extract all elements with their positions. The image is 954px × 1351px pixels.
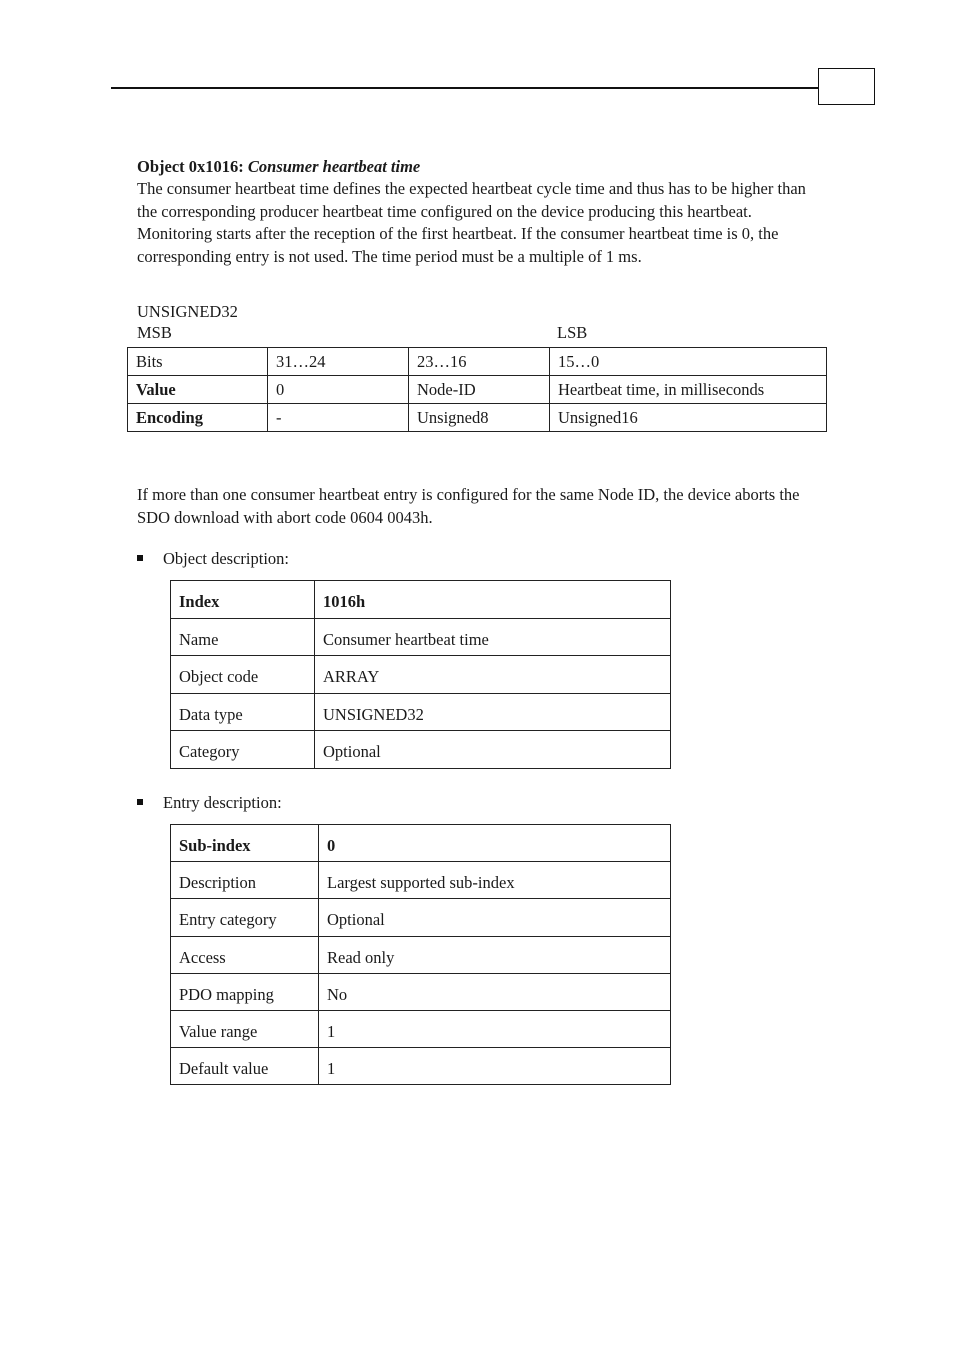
table-row	[171, 936, 671, 973]
table-row	[171, 581, 671, 619]
entry-description-table	[170, 824, 671, 1085]
table-cell: Bits	[128, 348, 268, 376]
table-row	[171, 825, 671, 862]
table-row	[171, 1048, 671, 1085]
table-cell: Value	[128, 376, 268, 404]
table-cell: Encoding	[128, 404, 268, 432]
table-cell: 0	[319, 825, 671, 862]
table-cell: Unsigned16	[550, 404, 827, 432]
table-row	[171, 656, 671, 694]
table-cell: Name	[171, 618, 315, 656]
bullet-label: Entry description:	[163, 793, 282, 812]
table-row	[171, 731, 671, 769]
data-type-label: UNSIGNED32	[137, 302, 238, 321]
table-row	[128, 404, 827, 432]
header-rule	[111, 87, 819, 89]
table-cell: ARRAY	[315, 656, 671, 694]
table-cell: 1	[319, 1048, 671, 1085]
table-row	[128, 348, 827, 376]
table-cell: Unsigned8	[409, 404, 550, 432]
table-cell: 23…16	[409, 348, 550, 376]
bullet-square-icon	[137, 799, 143, 805]
table-cell: Read only	[319, 936, 671, 973]
table-cell: Node-ID	[409, 376, 550, 404]
table-cell: Entry category	[171, 899, 319, 936]
table-cell: Optional	[319, 899, 671, 936]
table-cell: 1016h	[315, 581, 671, 619]
table-row	[171, 899, 671, 936]
page-number-box	[818, 68, 875, 105]
table-cell: Index	[171, 581, 315, 619]
bullet-square-icon	[137, 555, 143, 561]
table-cell: 15…0	[550, 348, 827, 376]
table-row	[171, 1010, 671, 1047]
table-row	[171, 973, 671, 1010]
object-title-prefix: Object 0x1016:	[137, 157, 244, 176]
table-row	[171, 618, 671, 656]
table-cell: Heartbeat time, in milliseconds	[550, 376, 827, 404]
entry-description-bullet	[137, 793, 282, 813]
table-cell: Consumer heartbeat time	[315, 618, 671, 656]
object-description-table	[170, 580, 671, 769]
table-cell: Access	[171, 936, 319, 973]
table-cell: Sub-index	[171, 825, 319, 862]
object-description-text: The consumer heartbeat time defines the expected heartbeat cycle time and thus has to be higher than the corresponding producer heartbeat time configured on the device producing this heartbeat. Monitoring starts after the reception of the first heartbeat. If the consumer heartbeat time is 0, the corresponding entry is not used. The time period must be a multiple of 1 ms.	[137, 179, 806, 266]
msb-label: MSB	[137, 323, 172, 342]
bit-layout-table	[127, 347, 827, 432]
table-cell: No	[319, 973, 671, 1010]
table-row	[128, 376, 827, 404]
duplicate-entry-note: If more than one consumer heartbeat entry is configured for the same Node ID, the device aborts the SDO download with abort code 0604 0043h.	[137, 485, 800, 527]
object-description-bullet	[137, 549, 289, 569]
table-cell: Value range	[171, 1010, 319, 1047]
lsb-label: LSB	[557, 323, 588, 342]
table-cell: 0	[268, 376, 409, 404]
table-cell: -	[268, 404, 409, 432]
table-row	[171, 693, 671, 731]
table-cell: PDO mapping	[171, 973, 319, 1010]
table-cell: UNSIGNED32	[315, 693, 671, 731]
table-cell: 31…24	[268, 348, 409, 376]
object-title	[137, 156, 827, 178]
table-cell: Description	[171, 862, 319, 899]
table-cell: Object code	[171, 656, 315, 694]
bullet-label: Object description:	[163, 549, 290, 568]
table-cell: Data type	[171, 693, 315, 731]
table-cell: Largest supported sub-index	[319, 862, 671, 899]
table-cell: Category	[171, 731, 315, 769]
table-row	[171, 862, 671, 899]
table-cell: Default value	[171, 1048, 319, 1085]
table-cell: 1	[319, 1010, 671, 1047]
table-cell: Optional	[315, 731, 671, 769]
object-section	[137, 156, 827, 268]
object-title-name: Consumer heartbeat time	[247, 157, 421, 176]
